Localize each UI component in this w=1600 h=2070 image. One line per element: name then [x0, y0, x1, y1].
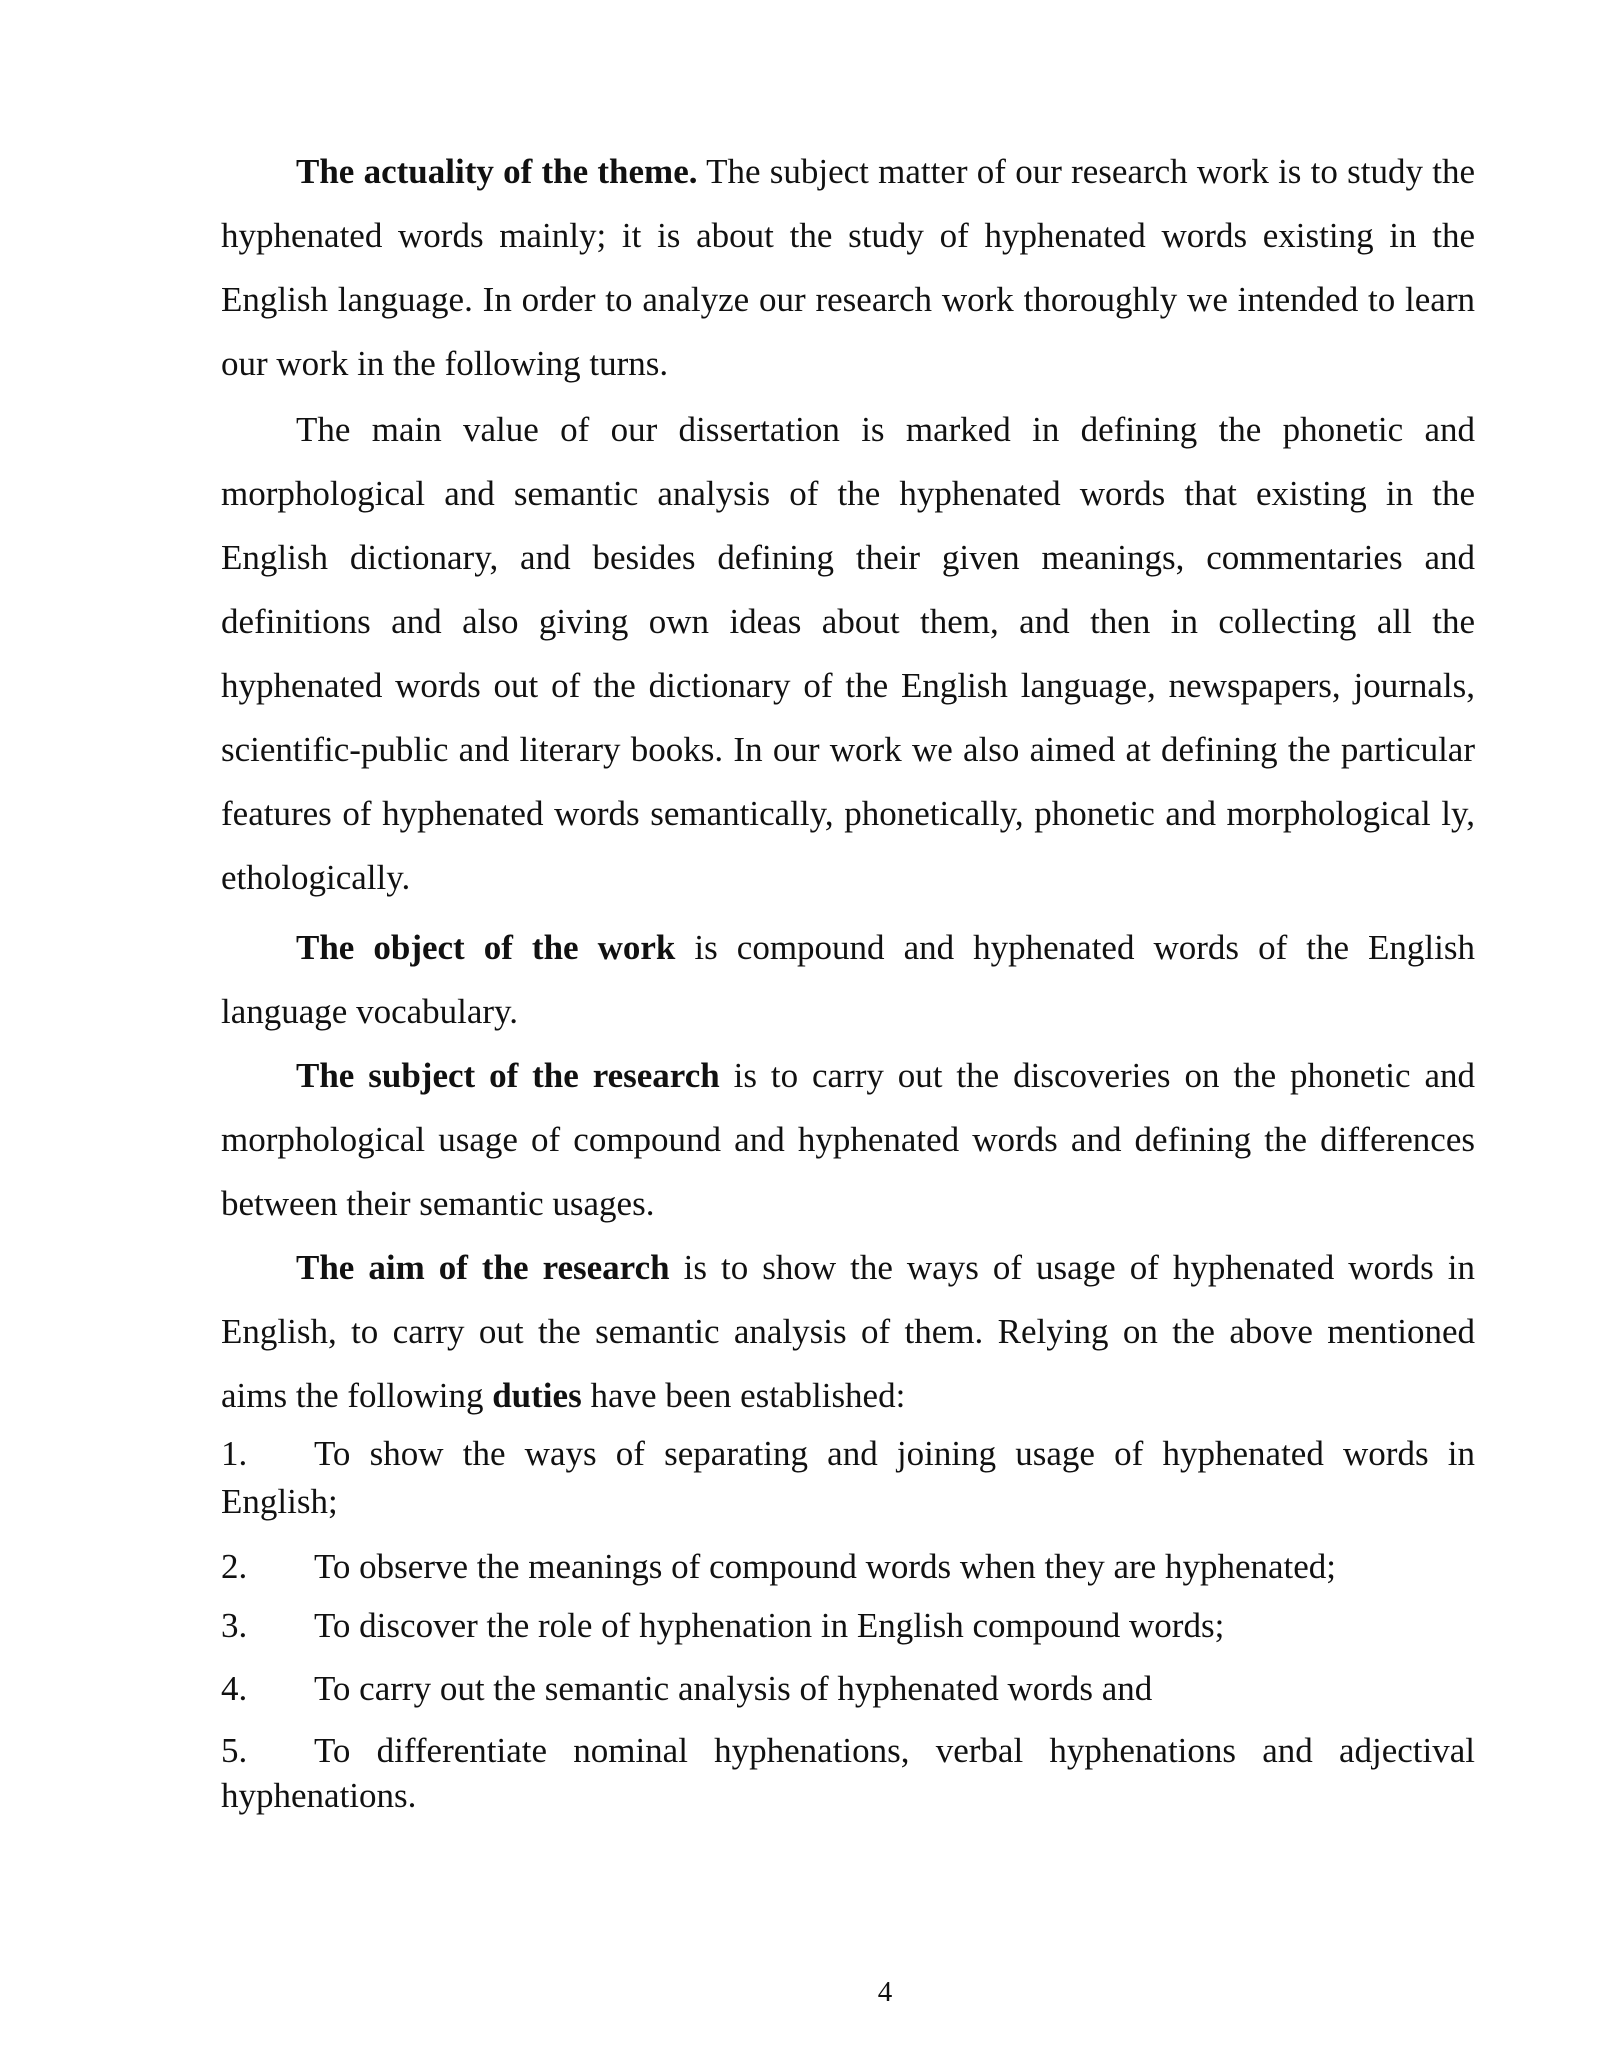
- list-item: [221, 1430, 1475, 1526]
- list-item-number: 5.: [221, 1731, 248, 1770]
- list-item-text: To observe the meanings of compound words when they are hyphenated;: [314, 1547, 1336, 1586]
- paragraph-lead: The aim of the research: [296, 1248, 670, 1287]
- list-item: [221, 1603, 1475, 1648]
- list-item: [221, 1544, 1475, 1589]
- list-item-number: 1.: [221, 1434, 248, 1473]
- paragraph-subject: [221, 1044, 1475, 1236]
- paragraph-text: is to carry out the discoveries on the phonetic and morphological usage of compound and hyphenated words and defining the differences between their semantic usages.: [221, 1056, 1475, 1223]
- paragraph-actuality: [221, 140, 1475, 396]
- list-item: [221, 1666, 1475, 1711]
- list-item-text: To differentiate nominal hyphenations, verbal hyphenations and adjectival hyphenations.: [221, 1731, 1475, 1815]
- page-number: 4: [877, 1976, 893, 2008]
- duties-list: [221, 1430, 1475, 1818]
- paragraph-tail: have been established:: [581, 1376, 906, 1415]
- paragraph-text: The main value of our dissertation is marked in defining the phonetic and morphological and semantic analysis of the hyphenated words that existing in the English dictionary, and besides defining their given meanings, commentaries and definitions and also giving own ideas about them, and then in collecting all the hyphenated words out of the dictionary of the English language, newspapers, journals, scientific-public and literary books. In our work we also aimed at defining the particular features of hyphenated words semantically, phonetically, phonetic and morphological ly, ethologically.: [221, 410, 1475, 897]
- list-item-text: To show the ways of separating and joining usage of hyphenated words in English;: [221, 1434, 1475, 1521]
- duties-word: duties: [492, 1376, 582, 1415]
- list-item-number: 2.: [221, 1547, 248, 1586]
- paragraph-main-value: [221, 398, 1475, 910]
- list-item-text: To carry out the semantic analysis of hyphenated words and: [314, 1669, 1153, 1708]
- paragraph-lead: The actuality of the theme.: [296, 152, 698, 191]
- list-item-number: 4.: [221, 1669, 248, 1708]
- paragraph-lead: The object of the work: [296, 928, 676, 967]
- page-body: [221, 140, 1475, 1818]
- paragraph-aim: [221, 1236, 1475, 1428]
- paragraph-text: is compound and hyphenated words of the English language vocabulary.: [221, 928, 1475, 1031]
- list-item-number: 3.: [221, 1606, 248, 1645]
- paragraph-lead: The subject of the research: [296, 1056, 720, 1095]
- paragraph-text: The subject matter of our research work is to study the hyphenated words mainly; it is about the study of hyphenated words existing in the English language. In order to analyze our research work thoroughly we intended to learn our work in the following turns.: [221, 152, 1475, 383]
- paragraph-object: [221, 916, 1475, 1044]
- list-item: [221, 1728, 1475, 1818]
- list-item-text: To discover the role of hyphenation in English compound words;: [314, 1606, 1225, 1645]
- paragraph-text: is to show the ways of usage of hyphenated words in English, to carry out the semantic analysis of them. Relying on the above mentioned aims the following: [221, 1248, 1476, 1415]
